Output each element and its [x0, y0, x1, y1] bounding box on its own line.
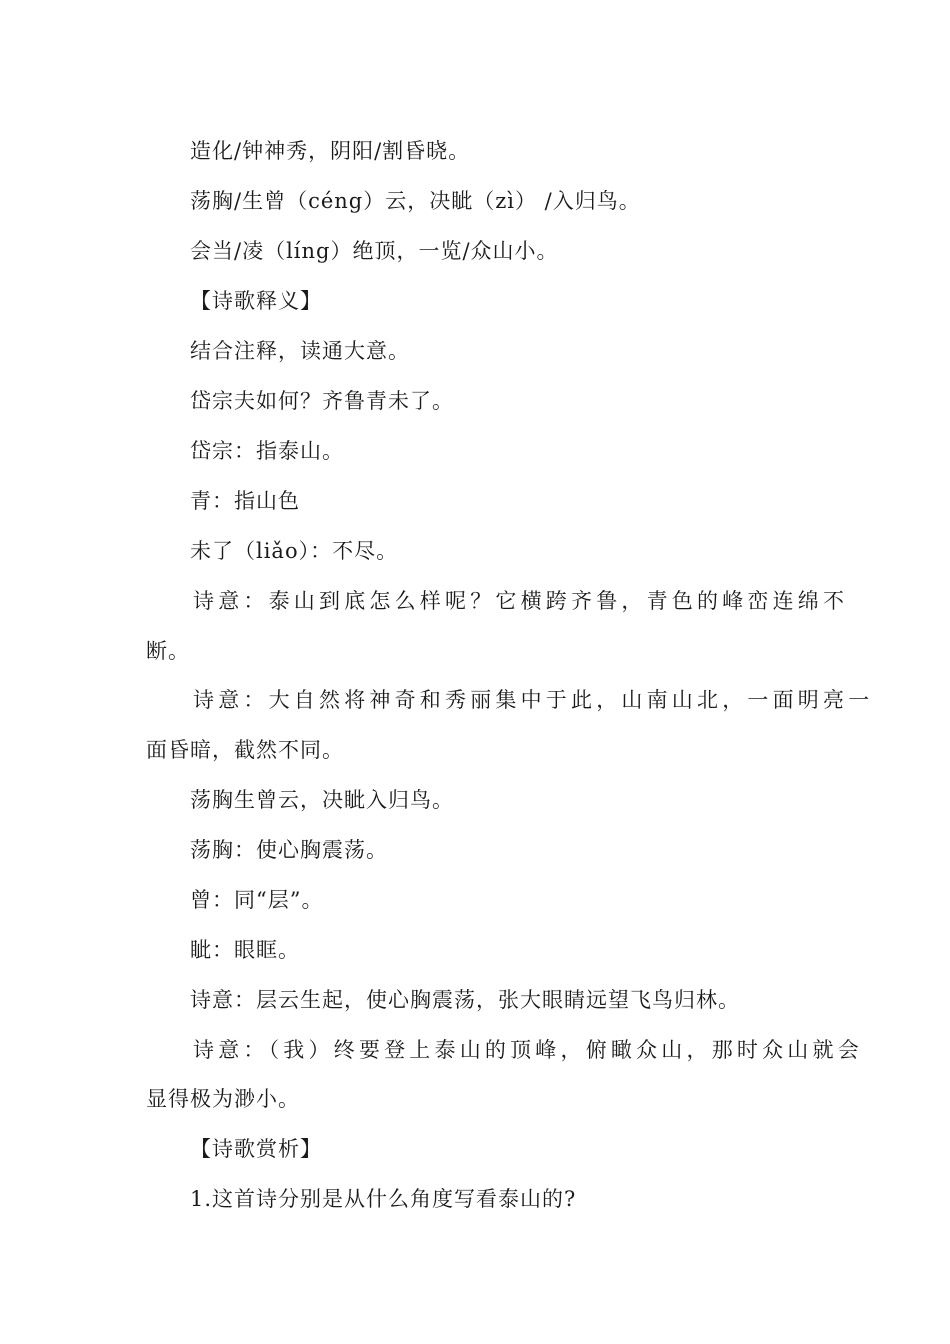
poem-line-2: 荡胸/生曾（céng）云，决眦（zì） /入归鸟。 — [190, 189, 641, 213]
poem-line-quote-3: 荡胸生曾云，决眦入归鸟。 — [190, 788, 454, 812]
meaning-paragraph-2-line-1: 诗意：大自然将神奇和秀丽集中于此，山南山北，一面明亮一 — [193, 688, 874, 712]
annotation-weiliao: 未了（liǎo）：不尽。 — [190, 539, 399, 563]
poem-line-quote-1: 岱宗夫如何？齐鲁青未了。 — [190, 389, 454, 413]
annotation-qing: 青：指山色 — [190, 489, 300, 513]
section-heading-interpretation: 【诗歌释义】 — [190, 289, 322, 313]
poem-line-1: 造化/钟神秀，阴阳/割昏晓。 — [190, 139, 471, 163]
meaning-paragraph-3: 诗意：层云生起，使心胸震荡，张大眼睛远望飞鸟归林。 — [190, 988, 740, 1012]
annotation-ceng: 曾：同“层”。 — [190, 888, 324, 912]
meaning-paragraph-1-line-2: 断。 — [146, 639, 190, 663]
meaning-paragraph-2-line-2: 面昏暗，截然不同。 — [146, 738, 344, 762]
poem-line-3: 会当/凌（líng）绝顶，一览/众山小。 — [190, 239, 559, 263]
intro-text: 结合注释，读通大意。 — [190, 339, 410, 363]
annotation-daizong: 岱宗：指泰山。 — [190, 439, 344, 463]
annotation-zi: 眦：眼眶。 — [190, 938, 300, 962]
meaning-paragraph-4-line-1: 诗意：（我）终要登上泰山的顶峰，俯瞰众山，那时众山就会 — [193, 1038, 863, 1062]
meaning-paragraph-4-line-2: 显得极为渺小。 — [146, 1087, 300, 1111]
section-heading-appreciation: 【诗歌赏析】 — [190, 1137, 322, 1161]
meaning-paragraph-1-line-1: 诗意：泰山到底怎么样呢？它横跨齐鲁，青色的峰峦连绵不 — [193, 589, 849, 613]
question-1: 1.这首诗分别是从什么角度写看泰山的? — [190, 1187, 577, 1211]
annotation-dangxiong: 荡胸：使心胸震荡。 — [190, 838, 388, 862]
